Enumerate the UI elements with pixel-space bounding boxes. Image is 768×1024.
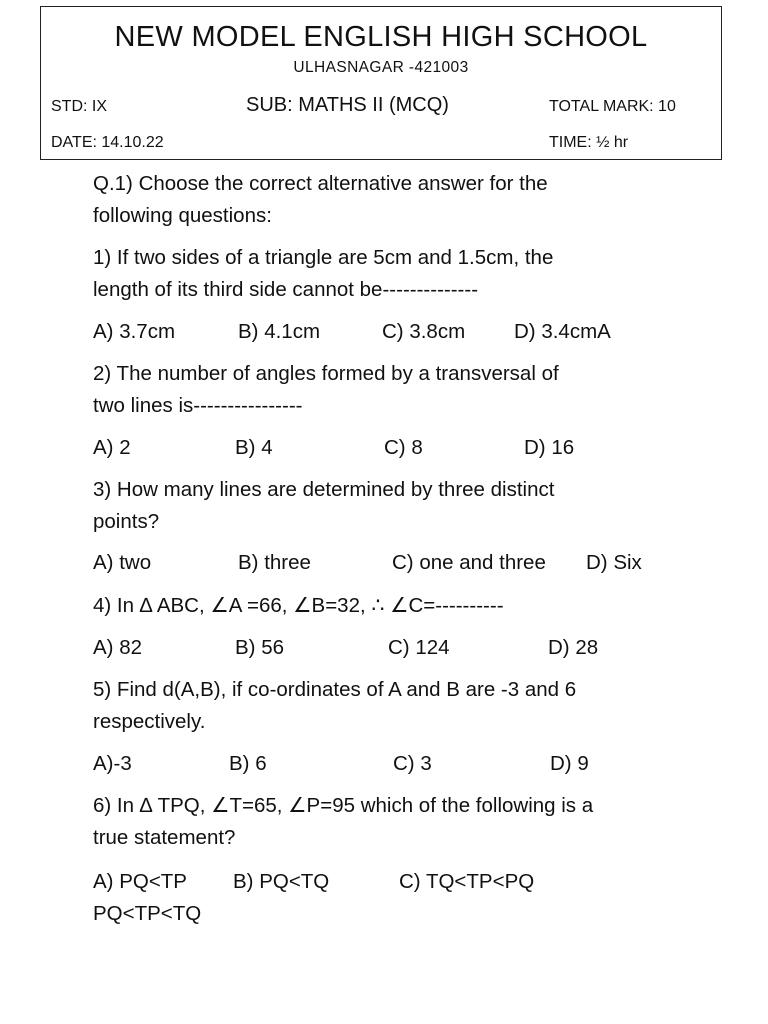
question-6-option-c: C) TQ<TP<PQ [399,870,535,893]
question-5-option-d: D) 9 [550,752,589,775]
question-2-option-b: B) 4 [235,436,273,459]
question-3-option-a: A) two [93,551,152,574]
question-6-option-d: PQ<TP<TQ [93,902,202,925]
question-2-line-2: two lines is---------------- [93,394,303,417]
question-5-line-1: 5) Find d(A,B), if co-ordinates of A and B are -3 and 6 [93,678,577,701]
school-address: ULHASNAGAR -421003 [293,59,469,76]
question-4-option-c: C) 124 [388,636,450,659]
exam-header [40,6,722,160]
question-2-option-d: D) 16 [524,436,575,459]
question-4-line-1: 4) In ∆ ABC, ∠A =66, ∠B=32, ∴ ∠C=---------- [93,594,504,617]
school-name: NEW MODEL ENGLISH HIGH SCHOOL [114,21,648,53]
total-mark-label: TOTAL MARK: 10 [549,98,676,115]
standard-label: STD: IX [51,98,108,115]
question-5-option-c: C) 3 [393,752,432,775]
question-1-option-a: A) 3.7cm [93,320,176,343]
question-5-line-2: respectively. [93,710,206,733]
question-3-option-c: C) one and three [392,551,546,574]
question-6-line-1: 6) In ∆ TPQ, ∠T=65, ∠P=95 which of the following is a [93,794,594,817]
question-3-line-2: points? [93,510,160,533]
question-6-option-a: A) PQ<TP [93,870,187,893]
question-4-option-b: B) 56 [235,636,284,659]
time-label: TIME: ½ hr [549,134,629,151]
question-6-line-2: true statement? [93,826,236,849]
question-2-option-a: A) 2 [93,436,131,459]
question-1-option-d: D) 3.4cmA [514,320,611,343]
question-4-option-a: A) 82 [93,636,142,659]
date-label: DATE: 14.10.22 [51,134,164,151]
question-5-option-a: A)-3 [93,752,132,775]
question-1-option-c: C) 3.8cm [382,320,466,343]
instruction-line-2: following questions: [93,204,272,227]
question-3-option-d: D) Six [586,551,642,574]
question-1-line-2: length of its third side cannot be-------------- [93,278,479,301]
question-6-option-b: B) PQ<TQ [233,870,330,893]
instruction-line-1: Q.1) Choose the correct alternative answer for the [93,172,548,195]
question-4-option-d: D) 28 [548,636,599,659]
subject-label: SUB: MATHS II (MCQ) [246,94,449,116]
question-2-line-1: 2) The number of angles formed by a transversal of [93,362,559,385]
question-1-option-b: B) 4.1cm [238,320,321,343]
question-2-option-c: C) 8 [384,436,423,459]
question-1-line-1: 1) If two sides of a triangle are 5cm and 1.5cm, the [93,246,554,269]
question-3-line-1: 3) How many lines are determined by three distinct [93,478,555,501]
question-3-option-b: B) three [238,551,311,574]
question-5-option-b: B) 6 [229,752,267,775]
